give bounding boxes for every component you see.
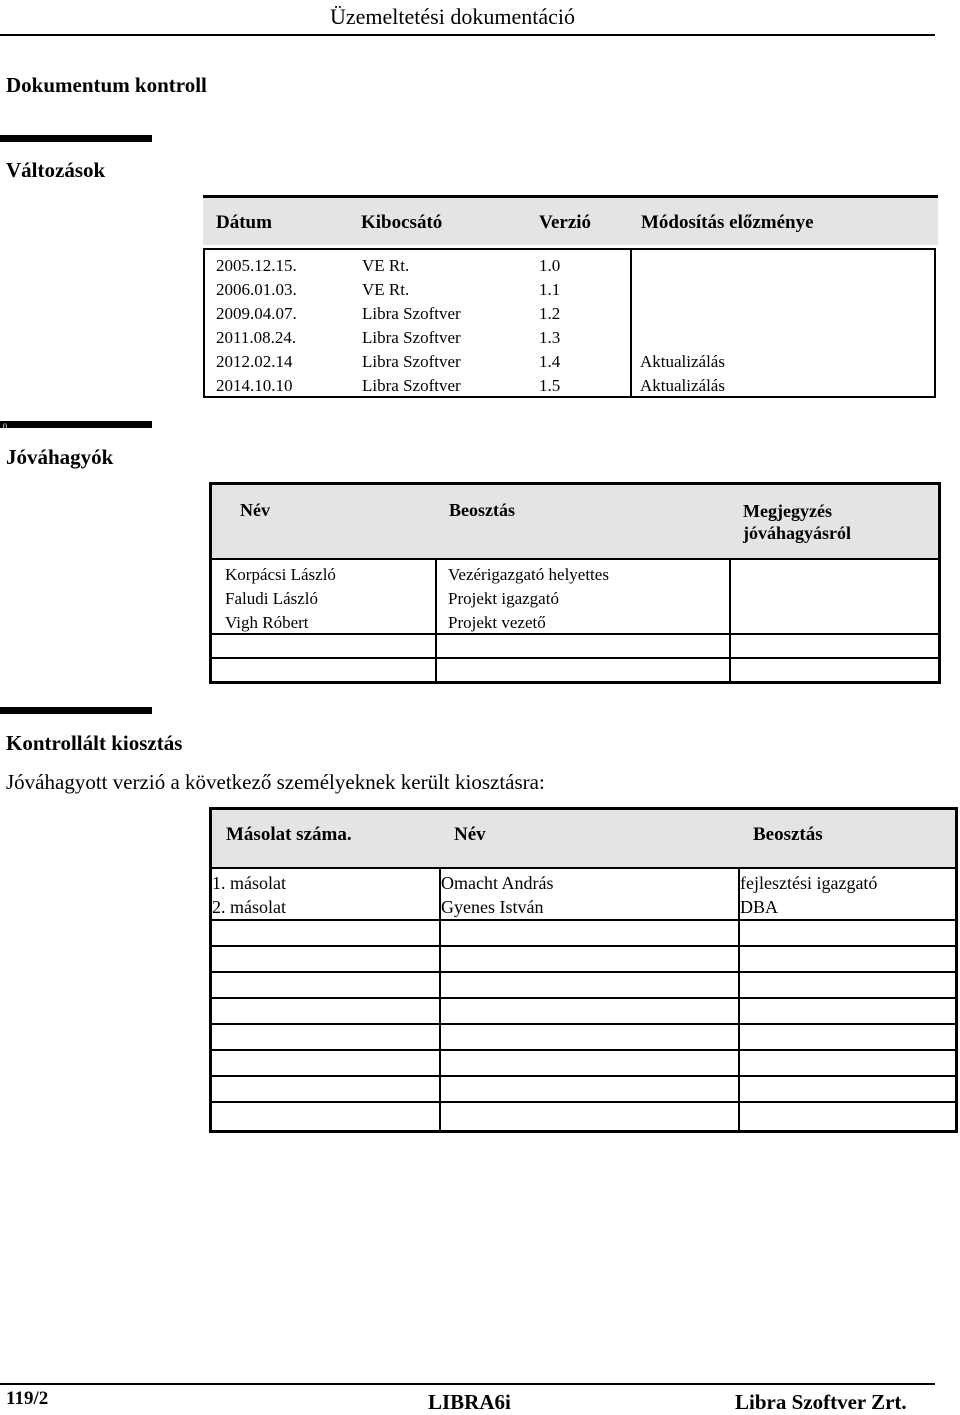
changes-issuer-column — [362, 254, 461, 398]
col-issuer: Kibocsátó — [361, 212, 443, 233]
running-header: Üzemeltetési dokumentáció — [330, 4, 575, 29]
table-cell: 1.3 — [539, 328, 561, 347]
table-cell: 2011.08.24. — [216, 328, 297, 347]
table-cell: Projekt igazgató — [448, 589, 559, 608]
changes-history-column — [640, 254, 725, 398]
table-cell: 1. másolat — [212, 873, 286, 893]
approvers-heading: Jóváhagyók — [6, 445, 114, 469]
col-name: Név — [454, 824, 486, 845]
table-cell: Korpácsi László — [225, 565, 336, 584]
col-position: Beosztás — [753, 824, 823, 845]
row-divider — [212, 945, 955, 947]
table-cell — [640, 254, 725, 278]
approvers-table-header — [212, 485, 938, 558]
table-cell: Aktualizálás — [640, 352, 725, 371]
changes-date-column — [216, 254, 297, 398]
distribution-table-header — [212, 810, 955, 867]
document-control-heading: Dokumentum kontroll — [6, 73, 207, 97]
table-cell: Projekt vezető — [448, 613, 546, 632]
row-divider — [212, 1049, 955, 1051]
row-divider — [212, 971, 955, 973]
col-date: Dátum — [216, 212, 272, 233]
table-cell: 1.1 — [539, 280, 561, 299]
row-divider — [212, 657, 938, 659]
table-cell: Libra Szoftver — [362, 304, 461, 323]
table-cell: fejlesztési igazgató — [740, 873, 878, 893]
section-bar-tag: 0 — [3, 422, 7, 431]
section-bar — [0, 707, 152, 714]
row-divider — [212, 919, 955, 921]
col-version: Verzió — [539, 212, 592, 233]
table-cell: Faludi László — [225, 589, 319, 608]
header-divider — [212, 558, 938, 560]
row-divider — [212, 1101, 955, 1103]
section-bar — [0, 421, 152, 428]
table-cell: 2. másolat — [212, 897, 286, 917]
table-cell: Omacht András — [441, 873, 554, 893]
row-divider — [212, 997, 955, 999]
changes-version-column — [539, 254, 560, 398]
distribution-intro: Jóváhagyott verzió a következő személyeknek került kiosztásra: — [6, 770, 545, 794]
table-cell: Libra Szoftver — [362, 352, 461, 371]
column-divider — [729, 560, 731, 681]
distribution-position-column — [740, 871, 877, 919]
distribution-copy-column — [212, 871, 286, 919]
distribution-heading: Kontrollált kiosztás — [6, 731, 183, 755]
col-history: Módosítás előzménye — [641, 212, 814, 233]
distribution-table — [209, 807, 958, 1133]
approvers-name-column — [225, 563, 336, 635]
footer-rule — [0, 1383, 935, 1385]
table-cell: 2009.04.07. — [216, 304, 297, 323]
table-cell — [640, 302, 725, 326]
table-cell: 2006.01.03. — [216, 280, 297, 299]
col-name: Név — [240, 500, 270, 520]
col-copy-number: Másolat száma. — [226, 824, 352, 845]
table-cell: VE Rt. — [362, 256, 410, 275]
table-cell: VE Rt. — [362, 280, 410, 299]
changes-heading: Változások — [6, 158, 106, 182]
header-divider — [212, 867, 955, 869]
company-name: Libra Szoftver Zrt. — [735, 1390, 907, 1414]
changes-table-body — [203, 248, 936, 398]
table-cell — [640, 278, 725, 302]
table-cell: 1.5 — [539, 376, 561, 395]
table-cell: 2014.10.10 — [216, 376, 293, 395]
table-cell: Vigh Róbert — [225, 613, 309, 632]
table-cell: Libra Szoftver — [362, 376, 461, 395]
header-rule — [0, 34, 935, 36]
distribution-name-column — [441, 871, 553, 919]
table-cell — [640, 326, 725, 350]
row-divider — [212, 1023, 955, 1025]
approvers-table — [209, 482, 941, 684]
col-position: Beosztás — [449, 500, 515, 520]
table-cell: DBA — [740, 897, 779, 917]
column-divider — [630, 250, 632, 396]
changes-table-header — [203, 195, 938, 245]
table-cell: 1.0 — [539, 256, 561, 275]
col-approval-note: Megjegyzés jóváhagyásról — [743, 501, 851, 543]
table-cell: 2012.02.14 — [216, 352, 293, 371]
table-cell: Gyenes István — [441, 897, 544, 917]
table-cell: Vezérigazgató helyettes — [448, 565, 609, 584]
table-cell: 2005.12.15. — [216, 256, 297, 275]
product-name: LIBRA6i — [428, 1390, 511, 1414]
table-cell: 1.4 — [539, 352, 561, 371]
column-divider — [435, 560, 437, 681]
page-number: 119/2 — [6, 1388, 49, 1409]
row-divider — [212, 1075, 955, 1077]
section-bar — [0, 135, 152, 142]
table-cell: Libra Szoftver — [362, 328, 461, 347]
table-cell: Aktualizálás — [640, 376, 725, 395]
table-cell: 1.2 — [539, 304, 561, 323]
approvers-position-column — [448, 563, 609, 635]
